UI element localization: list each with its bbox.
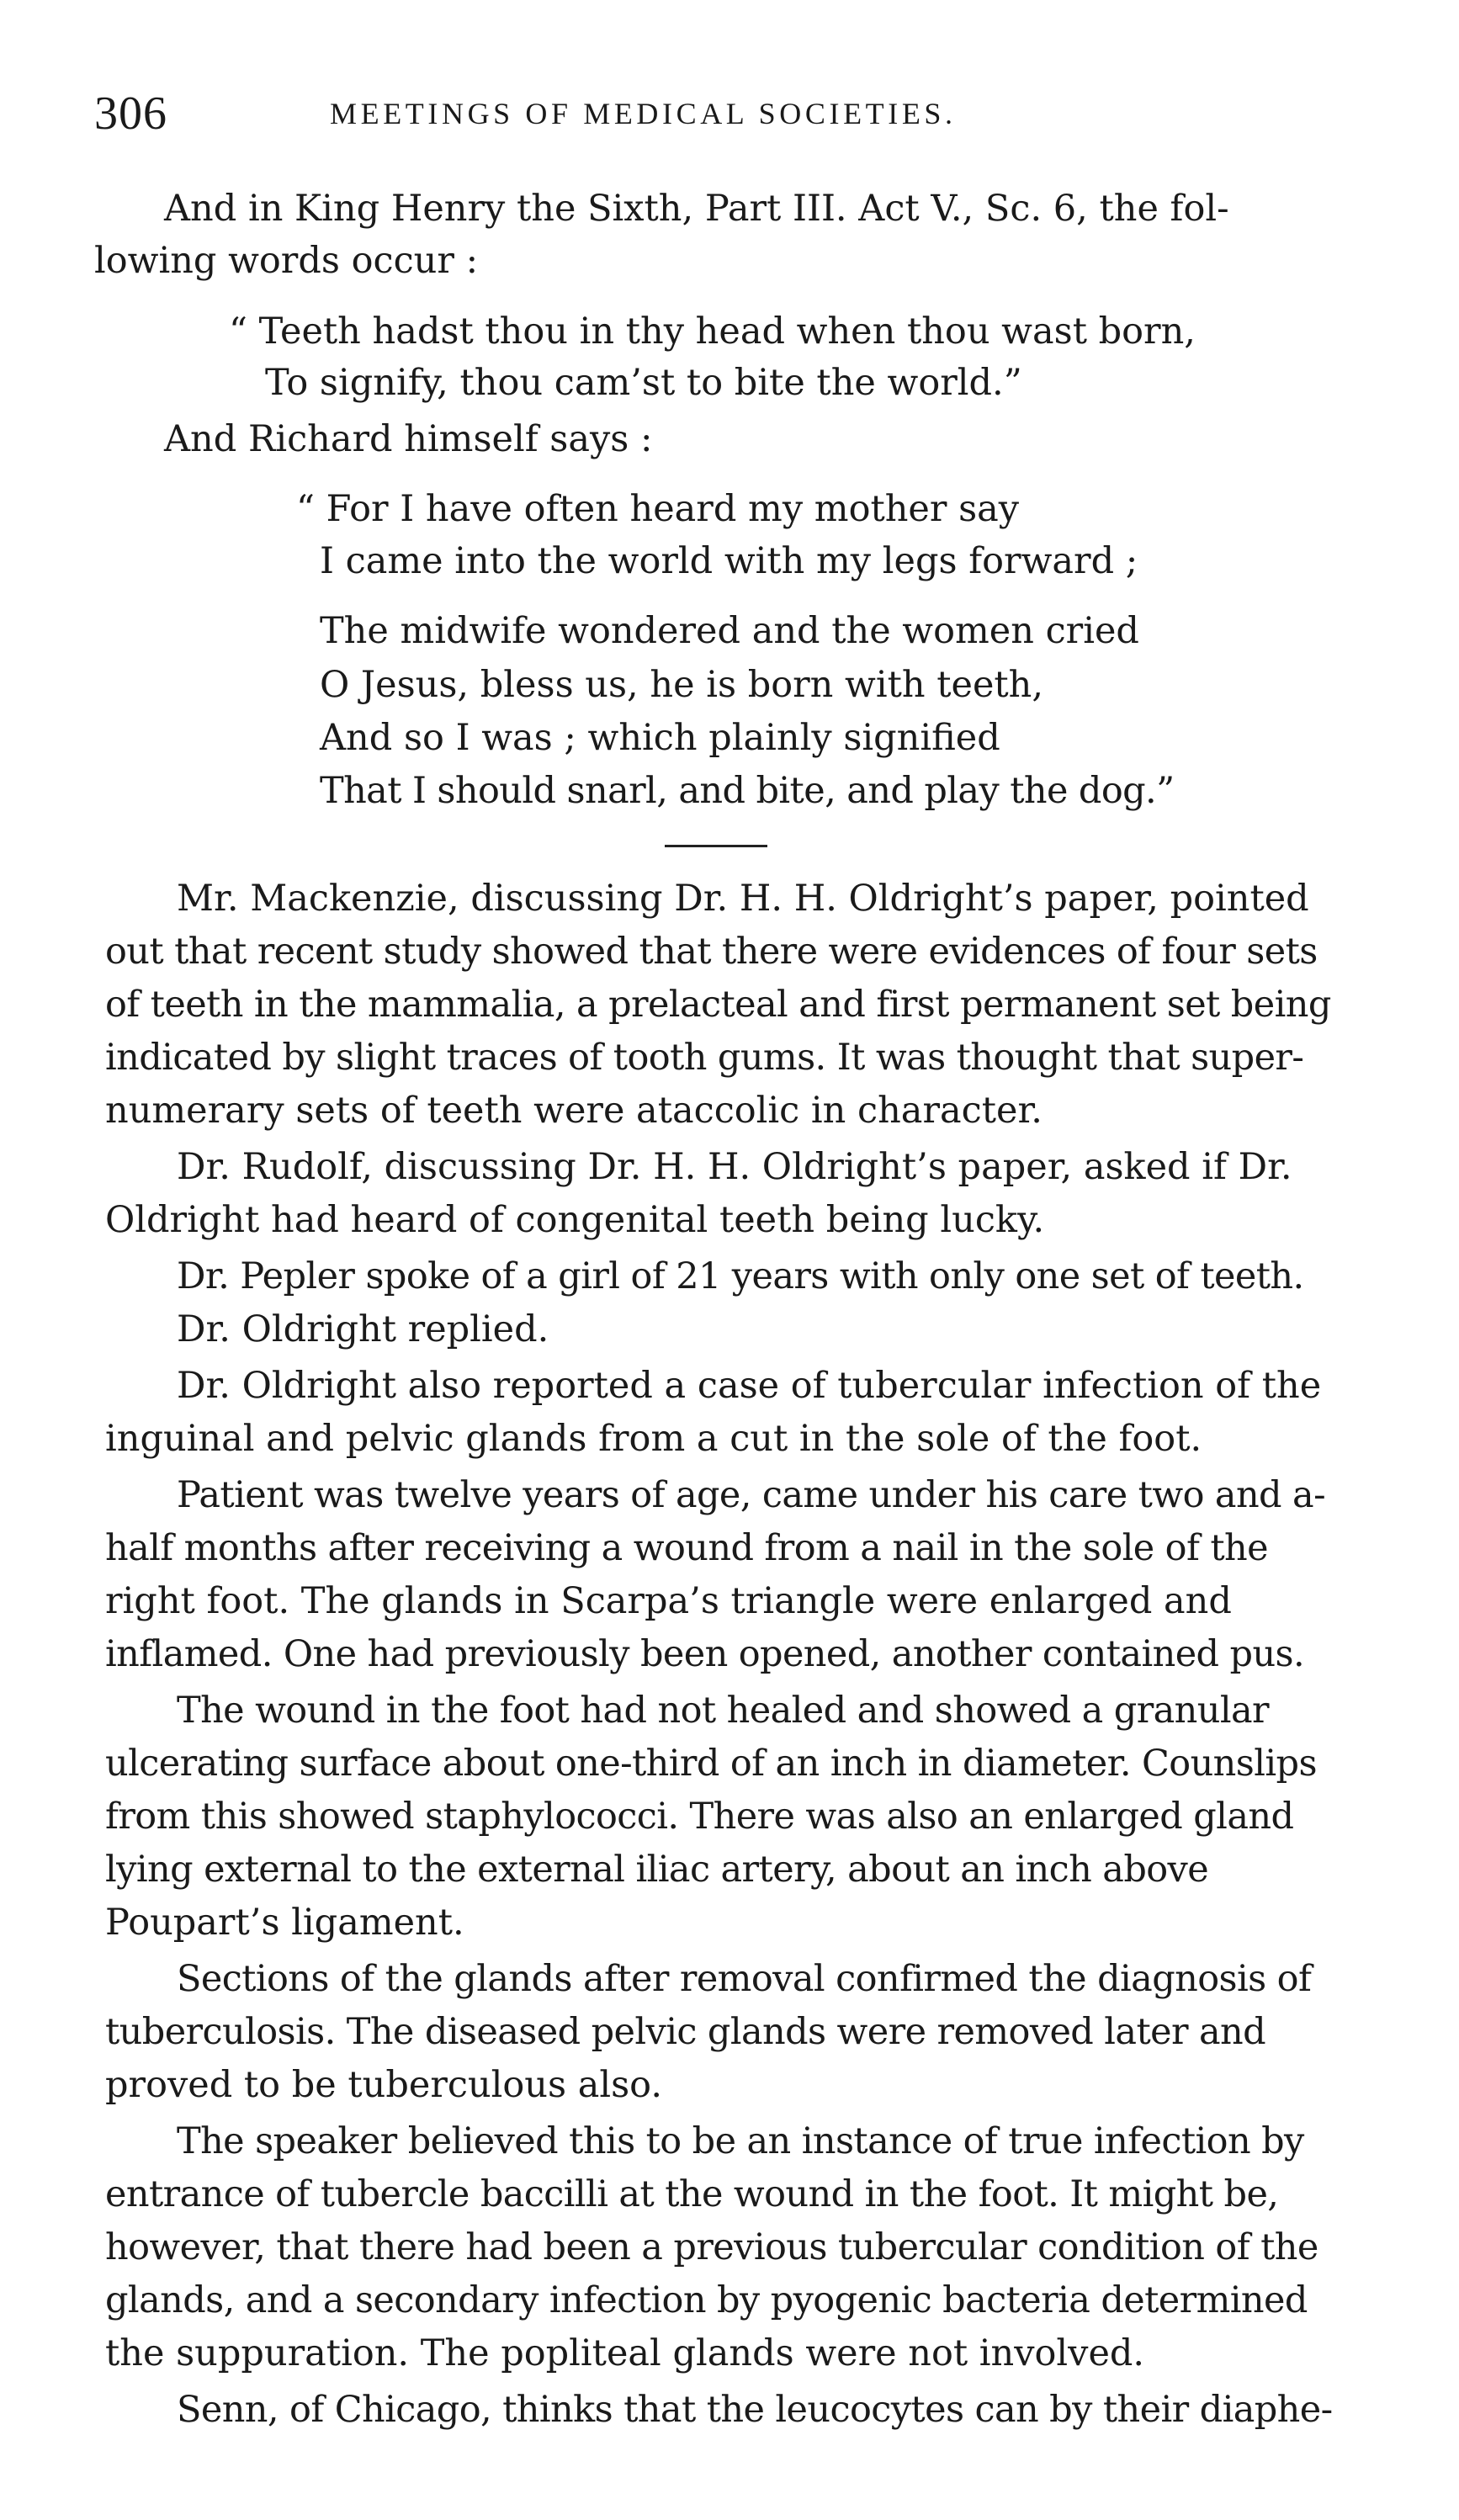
text-line: indicated by slight traces of tooth gums. It was thought that super-: [105, 1037, 1304, 1079]
verse-line: “ For I have often heard my mother say: [296, 488, 1020, 530]
text-line: Dr. Pepler spoke of a girl of 21 years with only one set of teeth.: [177, 1255, 1304, 1297]
text-line: Poupart’s ligament.: [105, 1902, 464, 1944]
text-line: And in King Henry the Sixth, Part III. Act V., Sc. 6, the fol-: [164, 188, 1229, 230]
text-line: Mr. Mackenzie, discussing Dr. H. H. Oldright’s paper, pointed: [177, 878, 1309, 920]
text-line: numerary sets of teeth were ataccolic in character.: [105, 1090, 1043, 1132]
text-line: Dr. Oldright also reported a case of tubercular infection of the: [177, 1365, 1322, 1407]
verse-line: “ Teeth hadst thou in thy head when thou wast born,: [229, 310, 1196, 353]
text-line: right foot. The glands in Scarpa’s triangle were enlarged and: [105, 1580, 1232, 1622]
text-line: proved to be tuberculous also.: [105, 2064, 662, 2106]
text-line: from this showed staphylococci. There was also an enlarged gland: [105, 1796, 1294, 1838]
verse-line: O Jesus, bless us, he is born with teeth,: [320, 664, 1044, 706]
text-line: however, that there had been a previous tubercular condition of the: [105, 2226, 1318, 2268]
verse-line: That I should snarl, and bite, and play the dog.”: [320, 770, 1175, 812]
text-line: Senn, of Chicago, thinks that the leucocytes can by their diaphe-: [177, 2389, 1333, 2431]
text-line: entrance of tubercle baccilli at the wound in the foot. It might be,: [105, 2173, 1279, 2215]
text-line: the suppuration. The popliteal glands were not involved.: [105, 2332, 1145, 2374]
text-line: Oldright had heard of congenital teeth being lucky.: [105, 1199, 1045, 1241]
text-line: Patient was twelve years of age, came under his care two and a-: [177, 1474, 1326, 1516]
text-line: half months after receiving a wound from a nail in the sole of the: [105, 1527, 1268, 1569]
text-line: And Richard himself says :: [164, 418, 653, 460]
text-line: lowing words occur :: [94, 240, 479, 282]
text-line: ulcerating surface about one-third of an inch in diameter. Counslips: [105, 1743, 1317, 1785]
verse-line: And so I was ; which plainly signified: [320, 717, 1000, 759]
text-line: Dr. Rudolf, discussing Dr. H. H. Oldright’s paper, asked if Dr.: [177, 1146, 1292, 1188]
page-number: 306: [94, 88, 167, 140]
section-divider: [665, 845, 767, 847]
verse-line: I came into the world with my legs forward ;: [320, 540, 1138, 582]
verse-line: To signify, thou cam’st to bite the world.”: [265, 362, 1022, 404]
text-line: tuberculosis. The diseased pelvic glands were removed later and: [105, 2011, 1266, 2053]
verse-line: The midwife wondered and the women cried: [320, 610, 1139, 652]
text-line: Sections of the glands after removal confirmed the diagnosis of: [177, 1958, 1312, 2000]
text-line: out that recent study showed that there were evidences of four sets: [105, 931, 1318, 973]
running-header: [94, 84, 1407, 143]
text-line: The wound in the foot had not healed and showed a granular: [177, 1690, 1270, 1732]
text-line: glands, and a secondary infection by pyogenic bacteria determined: [105, 2279, 1308, 2321]
text-line: Dr. Oldright replied.: [177, 1308, 549, 1350]
text-line: of teeth in the mammalia, a prelacteal and first permanent set being: [105, 984, 1331, 1026]
running-title: MEETINGS OF MEDICAL SOCIETIES.: [330, 97, 957, 130]
text-line: lying external to the external iliac artery, about an inch above: [105, 1849, 1209, 1891]
text-line: inflamed. One had previously been opened, another contained pus.: [105, 1633, 1305, 1675]
text-line: inguinal and pelvic glands from a cut in the sole of the foot.: [105, 1418, 1202, 1460]
text-line: The speaker believed this to be an instance of true infection by: [177, 2120, 1304, 2162]
